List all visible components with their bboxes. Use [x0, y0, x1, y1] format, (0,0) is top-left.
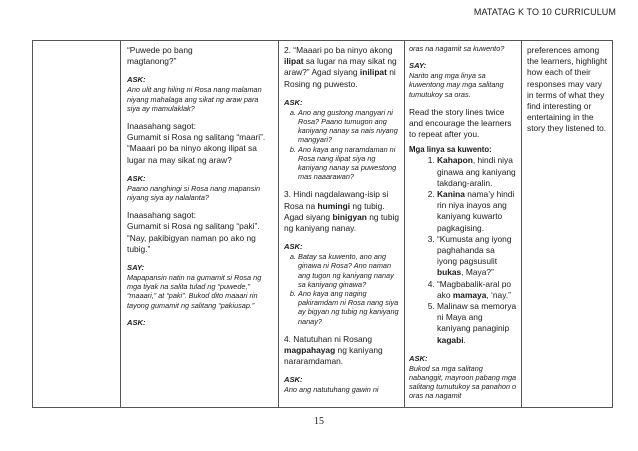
- ask-list: [284, 108, 399, 182]
- list-item: 1. Kahapon, hindi niya ginawa ang kaniyang takdang-aralin.: [437, 155, 517, 189]
- lesson-table: [32, 40, 613, 408]
- answer-text: Gumamit si Rosa ng salitang “paki”.: [127, 221, 260, 232]
- table-column-teacher-prompts: [120, 41, 278, 407]
- question-line-2: magtanong?”: [127, 56, 177, 67]
- ask-text: Ano ang natutuhang gawin ni: [284, 385, 379, 395]
- list-item: 5. Malinaw sa memorya ni Maya ang kaniyang panaginip kagabi.: [437, 301, 517, 346]
- ask-text: Bukod sa mga salitang nabanggit, mayroon pabang mga salitang tumutukoy sa panahon o oras na nagamit: [409, 363, 517, 401]
- say-text: Mapapansin natin na gumamit si Rosa ng mga tiyak na salita tulad ng “puwede,” “maaari,” at “paki”. Bukod dito maaari rin tayong gumamit ng salitang “pakiusap.”: [127, 273, 262, 310]
- answer-label: Inaasahang sagot:: [127, 121, 196, 132]
- story-line-3: 3. Hindi nagdalawang-isip si Rosa na humingi ng tubig. Agad siyang binigyan ng tubig ng kaniyang nanay.: [284, 189, 400, 234]
- list-item: 2. Kanina nama’y hindi rin niya inayos ang kaniyang kuwarto pagkagising.: [437, 189, 517, 234]
- table-column-story-lines: [278, 41, 404, 407]
- say-text: Narito ang mga linya sa kuwentong may mga salitang tumutukoy sa oras.: [409, 71, 504, 99]
- ask-item: a. Batay sa kuwento, ano ang ginawa ni Rosa? Ano naman ang tugon ng kaniyang nanay sa kaniyang ginawa?: [298, 252, 399, 289]
- ask-list: [284, 252, 399, 326]
- list-item: 3. “Kumusta ang iyong paghahanda sa iyong pagsusulit bukas, Maya?”: [437, 234, 517, 279]
- ask-label: ASK:: [409, 353, 428, 363]
- ask-item: b. Ano kaya ang naramdaman ni Rosa nang ilipat siya ng kaniyang nanay sa puwestong mas naaarawan?: [298, 145, 399, 182]
- notes-text: preferences among the learners, highlight how each of their responses may vary in terms of what they find interesting or entertaining in the story they listened to.: [527, 45, 608, 134]
- ask-label: ASK:: [284, 242, 303, 252]
- answer-text: Gumamit si Rosa ng salitang “maari”.: [127, 132, 266, 143]
- ask-item: b. Ano kaya ang naging pakiramdam ni Rosa nang siya ay bigyan ng tubig ng kaniyang nanay?: [298, 289, 399, 326]
- ask-label: ASK:: [127, 75, 146, 85]
- ask-item: a. Ano ang gustong mangyari ni Rosa? Paano tumugon ang kaniyang nanay sa nais niyang mangyari?: [298, 108, 399, 145]
- table-column-empty: [33, 41, 120, 407]
- say-label: SAY:: [409, 61, 427, 71]
- table-column-notes: [521, 41, 613, 407]
- answer-label: Inaasahang sagot:: [127, 210, 196, 221]
- story-line-2: 2. “Maaari po ba ninyo akong ilipat sa lugar na may sikat ng araw?” Agad siyang inilipat ni Rosing ng puwesto.: [284, 45, 397, 89]
- continued-text: oras na nagamit sa kuwento?: [409, 44, 505, 53]
- page-number: 15: [314, 416, 324, 427]
- ask-text: Ano ulit ang hiling ni Rosa nang malaman niyang mahalaga ang sikat ng araw para siya ay mamulaklak?: [127, 85, 262, 113]
- answer-text: “Maaari po ba ninyo akong ilipat sa lugar na may sikat ng araw?: [127, 143, 257, 165]
- ask-text: Paano nanghingi si Rosa nang mapansin niyang siya ay nalalanta?: [127, 183, 261, 203]
- instruction-text: Read the story lines twice and encourage the learners to repeat after you.: [409, 106, 512, 140]
- answer-text: “Nay, pakibigyan naman po ako ng tubig.”: [127, 232, 256, 254]
- story-lines-list: [409, 155, 517, 345]
- question-line-1: “Puwede po bang: [127, 45, 193, 55]
- ask-label: ASK:: [127, 317, 146, 327]
- story-lines-title: Mga linya sa kuwento:: [409, 145, 492, 155]
- say-label: SAY:: [127, 263, 145, 273]
- ask-label: ASK:: [127, 173, 146, 183]
- ask-label: ASK:: [284, 375, 303, 385]
- ask-label: ASK:: [284, 97, 303, 107]
- table-column-time-words: [404, 41, 521, 407]
- story-line-4: 4. Natutuhan ni Rosang magpahayag ng kaniyang nararamdaman.: [284, 333, 383, 367]
- list-item: 4. “Magbabalik-aral po ako mamaya, ‘nay.”: [437, 279, 517, 301]
- curriculum-header: MATATAG K TO 10 CURRICULUM: [473, 7, 616, 17]
